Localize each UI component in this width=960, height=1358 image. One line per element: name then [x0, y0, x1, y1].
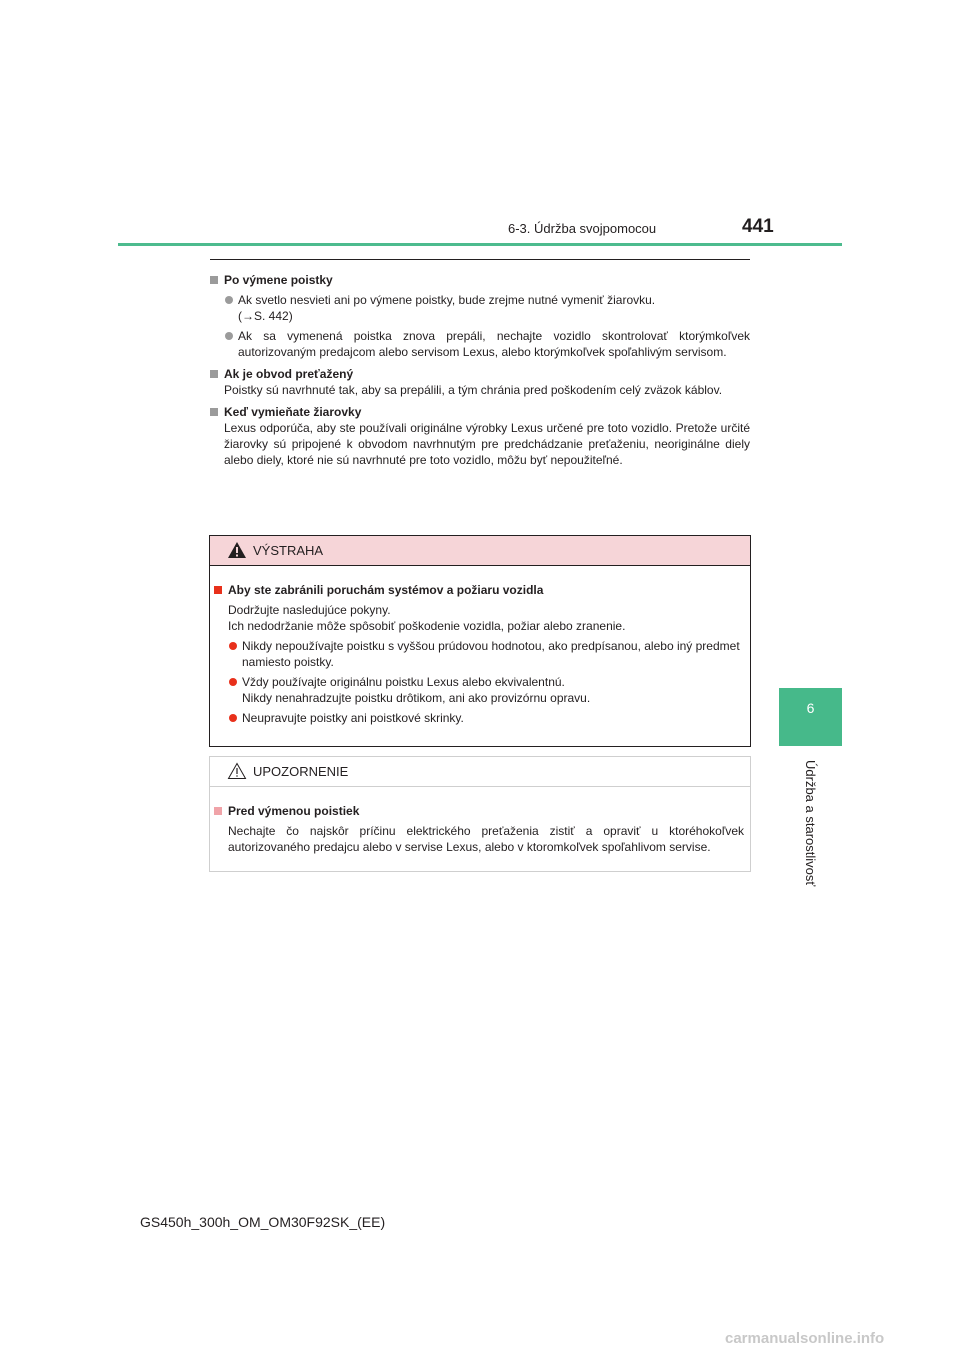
- page-number: 441: [742, 216, 774, 237]
- section-title: Po výmene poistky: [210, 272, 750, 288]
- notice-box: [209, 756, 751, 872]
- watermark: carmanualsonline.info: [725, 1330, 885, 1347]
- notice-body: [210, 787, 750, 855]
- warning-triangle-icon: [227, 541, 247, 559]
- notice-text: Nechajte čo najskôr príčinu elektrického preťaženia zistiť a opraviť u ktoréhokoľvek autorizovaného predajcu alebo v servise Lexus, alebo v ktoromkoľvek spoľahlivom servise.: [228, 824, 744, 854]
- section-square-icon: [214, 586, 222, 594]
- section-square-icon: [214, 807, 222, 815]
- section-title: Ak je obvod preťažený: [210, 366, 750, 382]
- header-rule: [118, 243, 842, 246]
- section-text: Lexus odporúča, aby ste používali originálne výrobky Lexus určené pre toto vozidlo. Pretože určité žiarovky sú pripojené k obvodom navrhnutým pre predchádzanie preťaženiu, neoriginálne diely alebo diely, ktoré nie sú navrhnuté pre toto vozidlo, môžu byť nepoužiteľné.: [224, 421, 750, 467]
- notice-title: Pred výmenou poistiek: [214, 803, 744, 819]
- notice-label: UPOZORNENIE: [253, 764, 349, 779]
- section-square-icon: [210, 370, 218, 378]
- warning-label: VÝSTRAHA: [253, 543, 324, 558]
- warning-bullet: Vždy používajte originálnu poistku Lexus alebo ekvivalentnú. Nikdy nenahradzujte poistku drôtikom, ani ako provizórnu opravu.: [214, 674, 744, 706]
- bullet-dot-icon: [229, 642, 237, 650]
- section-square-icon: [210, 408, 218, 416]
- notice-header: [210, 757, 750, 787]
- chapter-tab[interactable]: [779, 688, 842, 746]
- warning-body: [210, 566, 750, 726]
- page-reference: (→S. 442): [238, 309, 293, 323]
- warning-title: Aby ste zabránili poruchám systémov a požiaru vozidla: [214, 582, 744, 598]
- section-text: Poistky sú navrhnuté tak, aby sa prepálili, a tým chránia pred poškodením celý zväzok káblov.: [224, 383, 723, 397]
- warning-intro: Dodržujte nasledujúce pokyny. Ich nedodržanie môže spôsobiť poškodenie vozidla, požiar alebo zranenie.: [228, 603, 626, 633]
- warning-bullet: Nikdy nepoužívajte poistku s vyššou prúdovou hodnotou, ako predpísanou, alebo iný predmet namiesto poistky.: [214, 638, 744, 670]
- bullet-dot-icon: [225, 332, 233, 340]
- content-rule: [210, 259, 750, 260]
- bullet-dot-icon: [229, 678, 237, 686]
- chapter-title-vertical: Údržba a starostlivosť: [803, 760, 818, 887]
- main-content: [210, 268, 750, 468]
- warning-bullet: Neupravujte poistky ani poistkové skrinky.: [214, 710, 744, 726]
- chapter-number: 6: [806, 700, 815, 716]
- bullet-item: Ak svetlo nesvieti ani po výmene poistky, bude zrejme nutné vymeniť žiarovku. (→S. 442): [210, 292, 750, 324]
- footer-code: GS450h_300h_OM_OM30F92SK_(EE): [140, 1214, 386, 1230]
- header-title: 6-3. Údržba svojpomocou: [508, 221, 657, 236]
- bullet-item: Ak sa vymenená poistka znova prepáli, nechajte vozidlo skontrolovať ktorýmkoľvek autorizovaným predajcom alebo servisom Lexus, alebo ktorýmkoľvek spoľahlivým servisom.: [210, 328, 750, 360]
- notice-triangle-icon: [227, 762, 247, 780]
- bullet-dot-icon: [225, 296, 233, 304]
- bullet-dot-icon: [229, 714, 237, 722]
- section-square-icon: [210, 276, 218, 284]
- warning-box: [209, 535, 751, 747]
- section-title: Keď vymieňate žiarovky: [210, 404, 750, 420]
- warning-header: [210, 536, 750, 566]
